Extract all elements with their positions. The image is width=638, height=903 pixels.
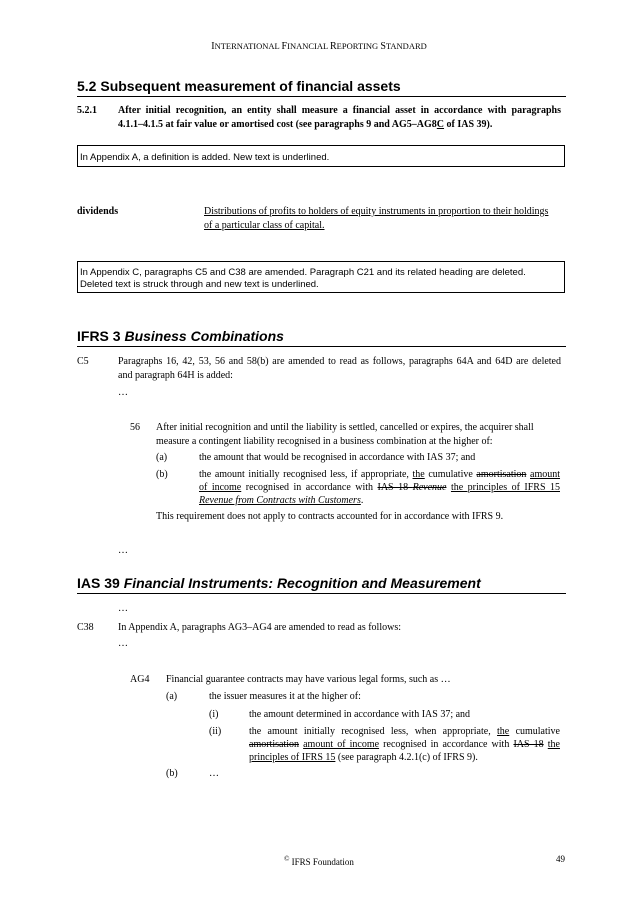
paragraph-number-c38: C38: [77, 622, 94, 633]
requirement-note: This requirement does not apply to contracts accounted for in accordance with IFRS 9.: [156, 511, 504, 522]
section-title-ifrs3: IFRS 3 Business Combinations: [77, 328, 284, 344]
item-ii-label: (ii): [209, 726, 222, 737]
ellipsis: …: [118, 638, 128, 649]
item-i-text: the amount determined in accordance with IAS 37; and: [249, 709, 471, 720]
footer-copyright: © IFRS Foundation: [284, 855, 354, 867]
ellipsis: …: [118, 387, 128, 398]
instruction-box-appendix-c: In Appendix C, paragraphs C5 and C38 are amended. Paragraph C21 and its related heading are deleted. Deleted text is struck through and new text is underlined.: [77, 261, 565, 293]
section-rule: [77, 96, 566, 97]
item-b-line1: the amount initially recognised less, if appropriate, the cumulative amortisation amount: [199, 469, 561, 480]
paragraph-5-2-1-line1: After initial recognition, an entity shall measure a financial asset in accordance with paragraphs: [118, 105, 561, 116]
page-number: 49: [556, 854, 565, 864]
item-b-label: (b): [166, 768, 178, 779]
item-a-text: the amount that would be recognised in accordance with IAS 37; and: [199, 452, 476, 463]
paragraph-56-line1: After initial recognition and until the liability is settled, cancelled or expires, the acquirer shall: [156, 422, 534, 433]
item-ii-line2: amortisation amount of income recognised in accordance with IAS 18 the: [249, 739, 560, 750]
section-rule: [77, 346, 566, 347]
item-a-label: (a): [156, 452, 168, 463]
ellipsis: …: [118, 603, 128, 614]
item-a-label: (a): [166, 691, 178, 702]
section-title-5-2: 5.2 Subsequent measurement of financial assets: [77, 78, 401, 94]
item-ii-line1: the amount initially recognised less, when appropriate, the cumulative: [249, 726, 560, 737]
paragraph-5-2-1-line2: 4.1.1–4.1.5 at fair value or amortised cost (see paragraphs 9 and AG5–AG8C of IAS 39).: [118, 119, 493, 130]
item-i-label: (i): [209, 709, 219, 720]
section-rule: [77, 593, 566, 594]
paragraph-c5-line1: Paragraphs 16, 42, 53, 56 and 58(b) are amended to read as follows, paragraphs 64A and 64D are deleted: [118, 356, 561, 367]
instruction-box-appendix-a: In Appendix A, a definition is added. New text is underlined.: [77, 145, 565, 167]
paragraph-number-c5: C5: [77, 356, 89, 367]
definition-text-line1: Distributions of profits to holders of equity instruments in proportion to their holdings: [204, 206, 549, 217]
item-ii-line3: principles of IFRS 15 (see paragraph 4.2.1(c) of IFRS 9).: [249, 752, 478, 763]
paragraph-c38-intro: In Appendix A, paragraphs AG3–AG4 are amended to read as follows:: [118, 622, 401, 633]
paragraph-ag4-text: Financial guarantee contracts may have various legal forms, such as …: [166, 674, 451, 685]
paragraph-56-line2: measure a contingent liability recognised in a business combination at the higher of:: [156, 436, 493, 447]
item-a-text: the issuer measures it at the higher of:: [209, 691, 361, 702]
section-title-ias39: IAS 39 Financial Instruments: Recognition and Measurement: [77, 575, 481, 591]
definition-text-line2: of a particular class of capital.: [204, 220, 325, 231]
running-header: INTERNATIONAL FINANCIAL REPORTING STANDARD: [211, 41, 427, 52]
paragraph-number-ag4: AG4: [130, 674, 150, 685]
item-b-line2: of income recognised in accordance with IAS 18 Revenue the principles of IFRS 15: [199, 482, 560, 493]
ellipsis: …: [118, 545, 128, 556]
paragraph-c5-line2: and paragraph 64H is added:: [118, 370, 233, 381]
paragraph-number-56: 56: [130, 422, 140, 433]
item-b-text: …: [209, 768, 219, 779]
paragraph-number-5-2-1: 5.2.1: [77, 105, 97, 116]
item-b-label: (b): [156, 469, 168, 480]
item-b-line3: Revenue from Contracts with Customers.: [199, 495, 364, 506]
definition-term: dividends: [77, 206, 119, 217]
